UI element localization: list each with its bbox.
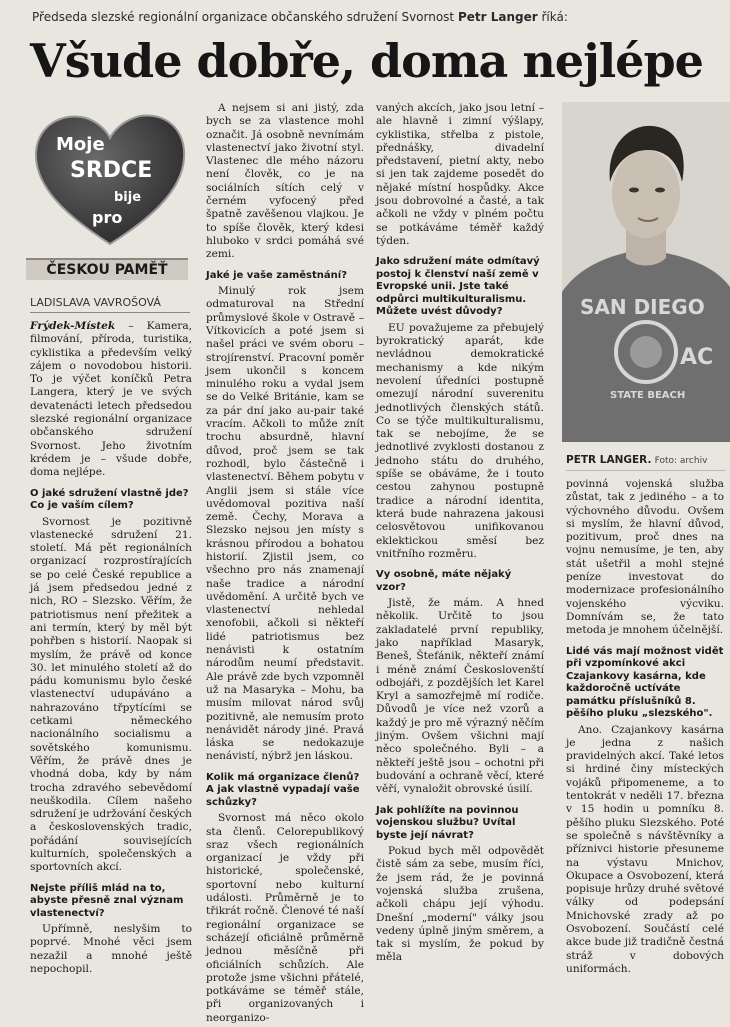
answer: A nejsem si ani jistý, zda bych se za vlastence mohl označit. Já osobně nevnímám vlastenectví jako životní styl. Vlastenec dle mého názoru není člověk, co je na sociálních sítích celý v černém vyfocený před špatně zavěšenou vlajkou. Je to spíše člověk, který kdesi hluboko v srdci pomáhá své zemi.: [206, 102, 364, 261]
shirt-text-bottom: STATE BEACH: [610, 390, 686, 401]
badge-line-2: SRDCE: [70, 158, 153, 183]
person-photo-icon: [562, 102, 730, 442]
answer: Jistě, že mám. A hned několik. Určitě to jsou zakladatelé první republiky, jako například Masaryk, Beneš, Štefánik, někteří známí i méně známí Českoslovenští odbojáři, z pozdějších let Karel Kryl a samozřejmě mí rodiče. Důvodů je více než vzorů a každý je pro mě výrazný něčím jiným. Ovšem všichni mají něco společného. Byli – a někteří ještě jsou – ochotni při budování a ochraně věcí, které věří, vynaložit obrovské úsilí.: [376, 597, 544, 796]
question: Jako sdružení máte odmítavý postoj k členství naší země v Evropské unii. Jste také odpůrci multikulturalismu. Můžete uvést důvody?: [376, 256, 540, 318]
intro-paragraph: [30, 320, 192, 480]
question: O jaké sdružení vlastně jde? Co je vaším cílem?: [30, 487, 189, 512]
heart-badge: [30, 108, 190, 248]
photo-caption: [566, 454, 726, 471]
kicker: [32, 10, 722, 24]
author-byline: LADISLAVA VAVROŠOVÁ: [30, 296, 190, 313]
intro-text: – Kamera, filmování, příroda, turistika, cyklistika a především velký zájem o novodobou historii. To je výčet koníčků Petra Langera, který je ve svých devatenácti letech předsedou slezské regionální organizace občanského sdružení Svornost. Jeho životním krédem je – všude dobře, doma nejlépe.: [30, 320, 192, 479]
portrait-photo: [562, 102, 730, 442]
question: Lidé vás mají možnost vidět při vzpomínkové akci Czajankovy kasárna, kde každoročně uctíváte památku příslušníků 8. pěšího pluku „slezského".: [566, 645, 724, 720]
question: Vy osobně, máte nějaký vzor?: [376, 569, 512, 593]
answer: vaných akcích, jako jsou letní – ale hlavně i zimní výšlapy, cyklistika, střelba z pistole, přednášky, divadelní představení, pietní akty, nebo si jen tak zajdeme posedět do nějaké místní hospůdky. Akce jsou dobrovolné a časté, a tak ačkoli ne vždy v plném počtu se potkáváme téměř každý týden.: [376, 102, 544, 247]
column-2: [206, 102, 364, 1027]
shirt-text-mid: AC: [680, 345, 714, 370]
kicker-suffix: říká:: [537, 10, 568, 24]
question: Nejste příliš mlád na to, abyste přesně znal význam vlastenectví?: [30, 882, 184, 919]
question: Jaké je vaše zaměstnání?: [206, 269, 348, 281]
answer: Minulý rok jsem odmaturoval na Střední průmyslové škole v Ostravě – Vítkovicích a poté jsem si našel práci ve svém oboru – strojírenství. Pracovní poměr jsem ukončil s koncem minulého roku a vydal jsem se do Velké Británie, kam se za pár dní jako au-pair také vracím. Ačkoli to může znít trochu absurdně, hlavní důvod, proč jsem se tak rozhodl, bylo částečně i vlastenectví. Během pobytu v Anglii jsem si stále více uvědomoval pozitiva naší země. Čechy, Morava a Slezsko nejsou jen místy s krásnou přírodou a bohatou historií. Zjistil jsem, co všechno pro nás znamenají naše tradice a národní uvědomění. A určitě bych ve vlastenectví nehledal xenofobii, ačkoli si někteří lidé patriotismus bez nenávisti k ostatním národům neumí představit. Ale právě zde bych vzpomněl už na Masaryka – Mohu, ba musím milovat národ svůj pozitivně, ale nemusím proto nenávidět národy jiné. Pravá láska se nedokazuje nenávistí, nýbrž jen láskou.: [206, 285, 364, 763]
answer: Svornost má něco okolo sta členů. Celorepublikový sraz všech regionálních organizací je vždy při historické, společenské, sportovní nebo kulturní události. Průměrně je to třikrát ročně. Členové té naší regionální organizace se scházejí oficiálně průměrně jednou měsíčně při oficiálních schůzích. Ale protože jsme všichni přátelé, potkáváme se téměř stále, při organizovaných i neorganizo-: [206, 812, 364, 1024]
dateline: Frýdek-Místek: [30, 320, 116, 332]
shirt-text-top: SAN DIEGO: [580, 295, 705, 319]
answer: Pokud bych měl odpovědět čistě sám za sebe, musím říci, že jsem rád, že je povinná vojenská služba zrušena, ačkoli chápu její výhodu. Dnešní „moderní" války jsou vedeny úplně jiným směrem, a tak si myslím, že pokud by měla: [376, 845, 544, 964]
column-1: [30, 320, 192, 978]
headline: Všude dobře, doma nejlépe: [30, 34, 703, 88]
answer: Upřímně, neslyšim to poprvé. Mnohé věci jsem nezažil a mnohé ještě nepochopil.: [30, 923, 192, 975]
question: Kolik má organizace členů? A jak vlastně vypadají vaše schůzky?: [206, 771, 360, 808]
question: Jak pohlížíte na povinnou vojenskou službu? Uvítal byste její návrat?: [376, 804, 519, 841]
answer: EU považujeme za přebujelý byrokratický aparát, kde nevládnou demokratické mechanismy a kde nikým nevolení úředníci postupně omezují národní suverenitu jednotlivých členských států. Co se týče multikulturalismu, tak se nebojíme, že se jednotlivé zvyklosti dostanou z jednoho státu do druhého, spíše se obáváme, že i touto cestou zahynou postupně tradice a národní identita, která bude nahrazena jakousi celosvětovou unifikovanou eklektickou směsí bez vnitřního rozměru.: [376, 321, 544, 560]
badge-line-4: pro: [92, 208, 123, 227]
caption-name: PETR LANGER.: [566, 454, 652, 466]
caption-credit: Foto: archiv: [654, 456, 708, 466]
kicker-text: Předseda slezské regionální organizace občanského sdružení Svornost: [32, 10, 458, 24]
kicker-name: Petr Langer: [457, 10, 538, 24]
column-4: [566, 478, 724, 978]
badge-line-1: Moje: [56, 134, 105, 155]
column-3: [376, 102, 544, 967]
answer: Svornost je pozitivně vlastenecké sdružení 21. století. Má pět regionálních organizací rozprostírajících se po celé České republice a já jsem předsedou jedné z nich, RO – Slezsko. Věřím, že patriotismus není přežitek a ani termín, který by měl být pohřben s historií. Naopak si myslím, že právě od konce 30. let minulého století až do pádu komunismu bylo české vlastenectví udupáváno a nahrazováno třpytícími se cetkami německého nacionálního socialismu a sovětského komunismu. Věřím, že právě dnes je vhodná doba, kdy by nám trocha zdravého sebevědomí neuškodila. Cílem našeho sdružení je udržování českých a československých tradic, pořádání souvisejících kulturních, společenských a sportovních akcí.: [30, 515, 192, 874]
badge-line-3: bije: [114, 190, 142, 205]
section-label: ČESKOU PAMĚŤ: [26, 258, 188, 280]
answer: Ano. Czajankovy kasárna je jedna z našich pravidelných akcí. Také letos si hrdiné činy místeckých vojáků připomeneme, a to tentokrát v neděli 17. března v 15 hodin u pomníku 8. pěšího pluku Slezského. Poté se společně s návštěvníky a příznivci historie přesuneme na výstavu Mnichov, Okupace a Osvobození, která popisuje hrůzy druhé světové války od podepsání Mnichovské zrady až po Osvobození. Součástí celé akce bude již tradičně čestná stráž v dobových uniformách.: [566, 723, 724, 975]
answer: povinná vojenská služba zůstat, tak z jediného – a to výchovného důvodu. Ovšem si myslím, že hlavní důvod, pozitivum, proč dnes na vojnu nemusíme, je ten, aby stát ušetřil a mohl stejné peníze investovat do modernizace profesionálního vojenského výcviku. Domnívám se, že tato metoda je mnohem účelnější.: [566, 478, 724, 637]
